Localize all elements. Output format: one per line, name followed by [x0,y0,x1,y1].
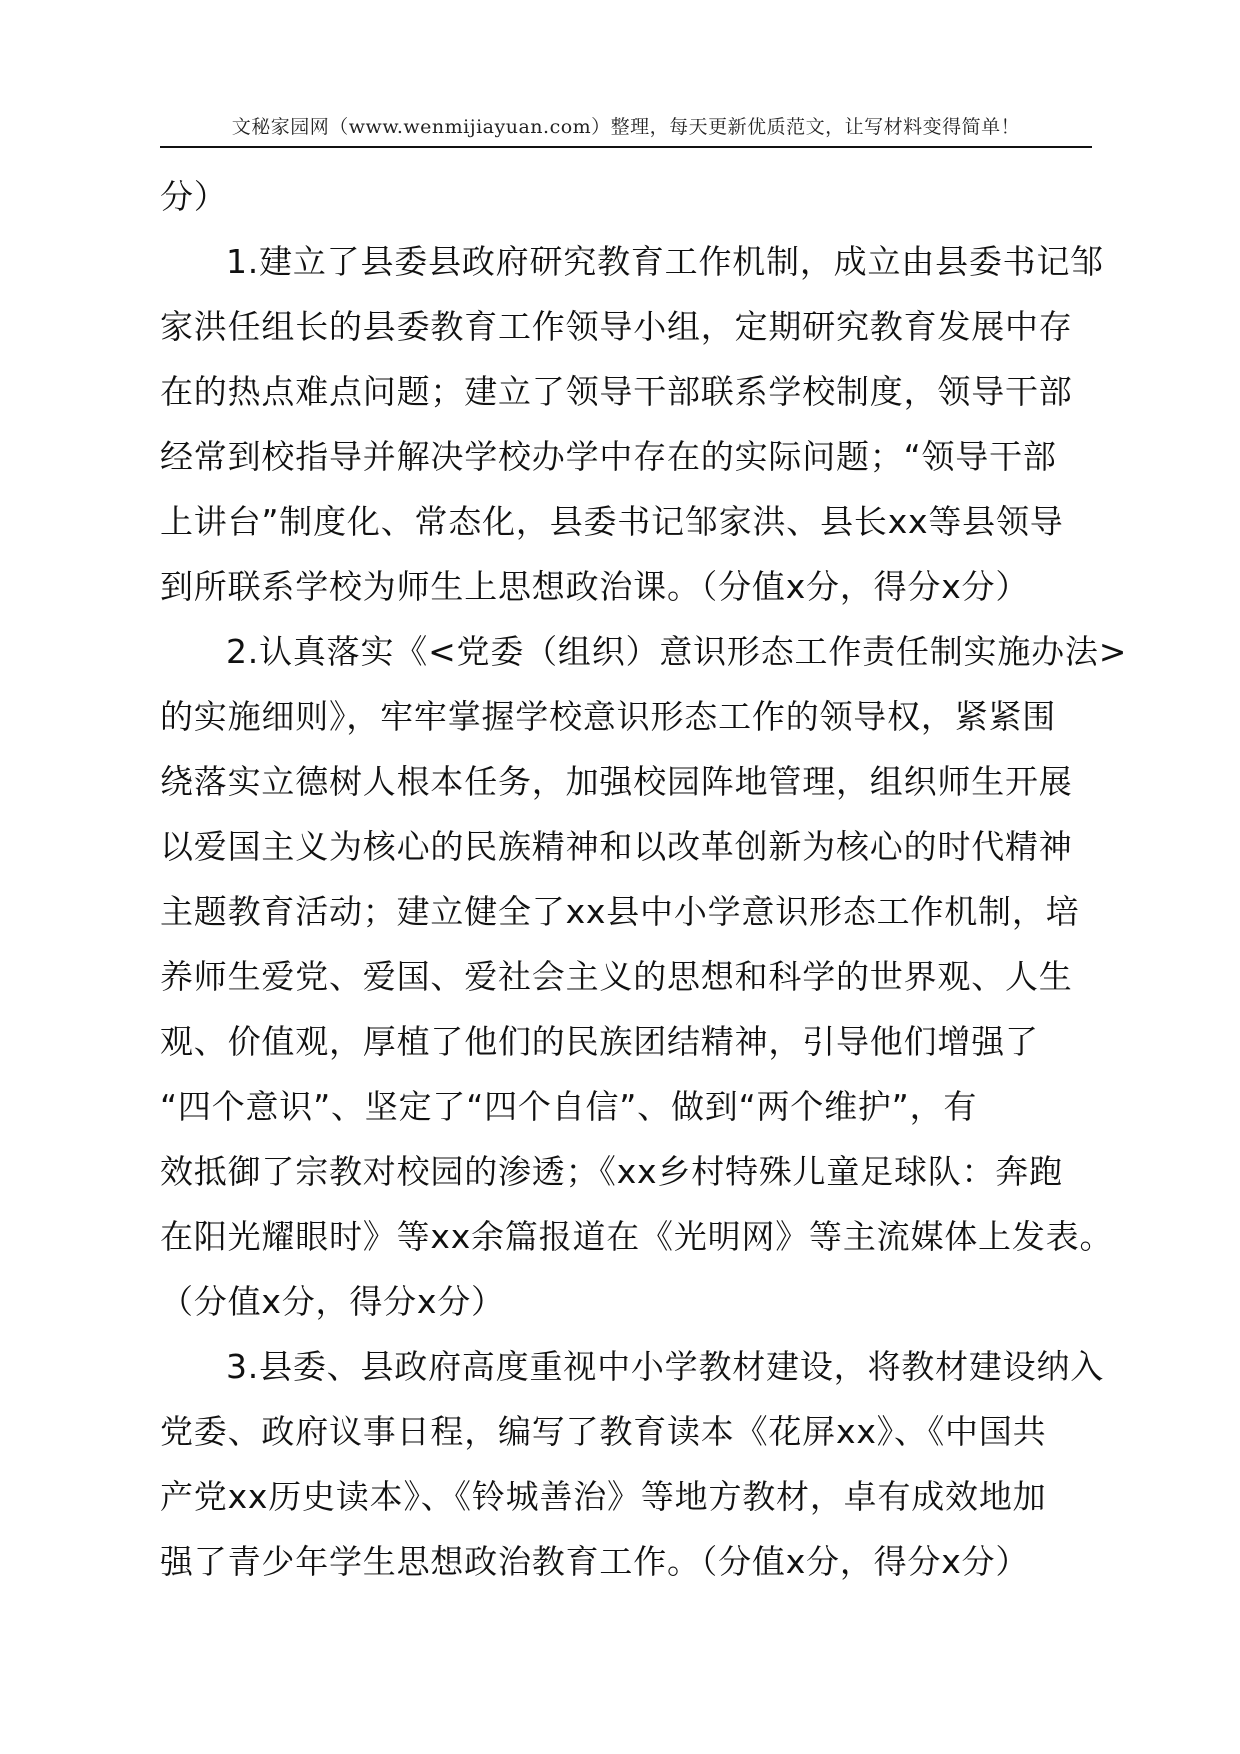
text-line: （分值x分，得分x分） [160,1282,505,1321]
document-body [160,164,1128,1594]
text-line: 经常到校指导并解决学校办学中存在的实际问题；“领导干部 [160,437,1057,476]
paragraph-2-start: 2.认真落实《<党委（组织）意识形态工作责任制实施办法> [226,632,1128,671]
text-line: 党委、政府议事日程，编写了教育读本《花屏xx》、《中国共 [160,1412,1047,1451]
text-line: 家洪任组长的县委教育工作领导小组，定期研究教育发展中存 [160,307,1073,346]
text-line: 以爱国主义为核心的民族精神和以改革创新为核心的时代精神 [160,827,1073,866]
text-line: 在阳光耀眼时》等xx余篇报道在《光明网》等主流媒体上发表。 [160,1217,1114,1256]
text-line: 绕落实立德树人根本任务，加强校园阵地管理，组织师生开展 [160,762,1073,801]
text-line: 产党xx历史读本》、《铃城善治》等地方教材，卓有成效地加 [160,1477,1047,1516]
text-line: 到所联系学校为师生上思想政治课。（分值x分，得分x分） [160,567,1030,606]
text-line: 养师生爱党、爱国、爱社会主义的思想和科学的世界观、人生 [160,957,1073,996]
text-line: 强了青少年学生思想政治教育工作。（分值x分，得分x分） [160,1542,1030,1581]
paragraph-3-start: 3.县委、县政府高度重视中小学教材建设，将教材建设纳入 [226,1347,1105,1386]
text-line: 主题教育活动；建立健全了xx县中小学意识形态工作机制，培 [160,892,1080,931]
text-line: 在的热点难点问题；建立了领导干部联系学校制度，领导干部 [160,372,1073,411]
text-line: 分） [160,177,228,216]
text-line: 上讲台”制度化、常态化，县委书记邹家洪、县长xx等县领导 [160,502,1064,541]
page-header: 文秘家园网（www.wenmijiayuan.com）整理，每天更新优质范文，让写材料变得简单！ [231,116,1021,138]
text-line: 效抵御了宗教对校园的渗透；《xx乡村特殊儿童足球队：奔跑 [160,1152,1063,1191]
text-line: 观、价值观，厚植了他们的民族团结精神，引导他们增强了 [160,1022,1039,1061]
text-line: “四个意识”、坚定了“四个自信”、做到“两个维护”，有 [160,1087,978,1126]
header-divider [160,146,1092,148]
text-line: 的实施细则》，牢牢掌握学校意识形态工作的领导权，紧紧围 [160,697,1057,736]
paragraph-1-start: 1.建立了县委县政府研究教育工作机制，成立由县委书记邹 [226,242,1105,281]
